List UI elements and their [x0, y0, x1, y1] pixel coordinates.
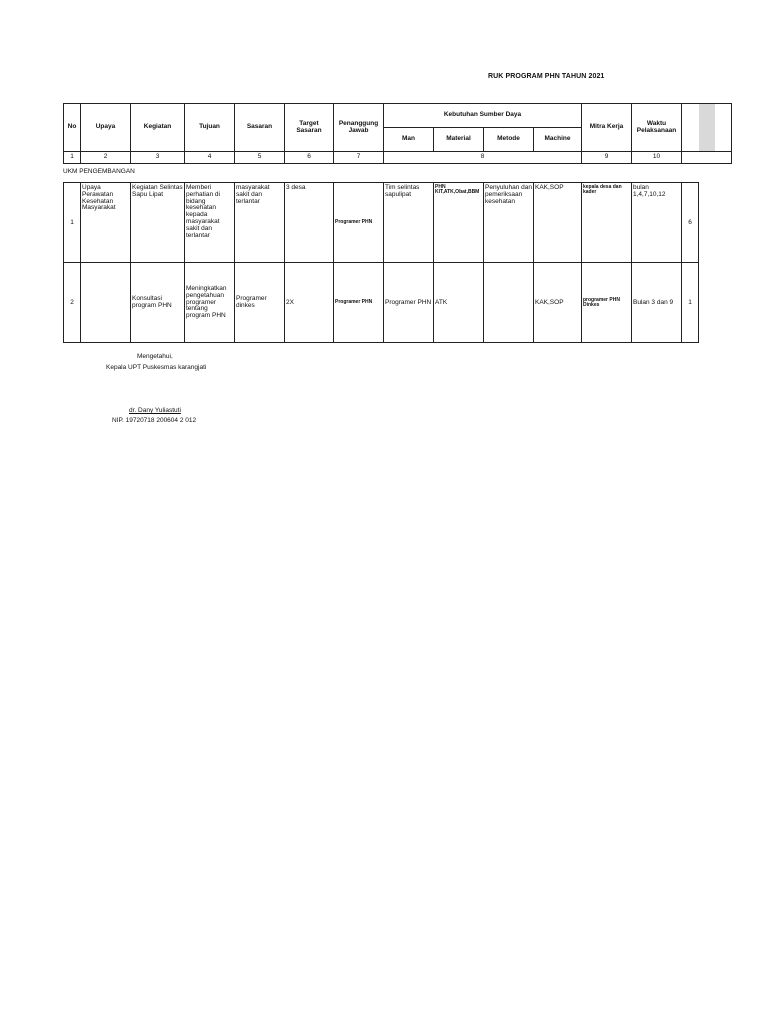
col-number: 4	[185, 152, 235, 164]
cell-man: Tim selintas sapulipat	[384, 183, 434, 263]
header-machine: Machine	[534, 128, 582, 152]
cell-tujuan: Memberi perhatian di bidang kesehatan kepada masyarakat sakit dan terlantar	[185, 183, 235, 263]
program-table	[63, 182, 699, 343]
cell-metode: Penyuluhan dan pemeriksaan kesehatan	[484, 183, 534, 263]
cell-machine: KAK,SOP	[534, 263, 582, 343]
cell-no: 1	[64, 183, 81, 263]
cell-waktu: Bulan 3 dan 9	[632, 263, 682, 343]
cell-target: 2X	[285, 263, 334, 343]
col-number: 3	[131, 152, 185, 164]
header-extra-top	[682, 104, 732, 128]
cell-target: 3 desa	[285, 183, 334, 263]
col-number: 9	[582, 152, 632, 164]
col-number: 2	[81, 152, 131, 164]
header-material: Material	[434, 128, 484, 152]
cell-kegiatan: Konsultasi program PHN	[131, 263, 185, 343]
cell-mitra-kerja: kepala desa dan kader	[582, 183, 632, 263]
cell-upaya	[81, 263, 131, 343]
header-penanggung-jawab: Penanggung Jawab	[334, 104, 384, 152]
header-extra-bottom	[682, 128, 732, 152]
signature-name: dr. Dany Yuliastuti	[129, 407, 181, 414]
header-kebutuhan-sumber-daya: Kebutuhan Sumber Daya	[384, 104, 582, 128]
document-title: RUK PROGRAM PHN TAHUN 2021	[488, 73, 605, 80]
cell-metode	[484, 263, 534, 343]
cell-material: ATK	[434, 263, 484, 343]
col-number: 1	[64, 152, 81, 164]
cell-extra: 6	[682, 183, 699, 263]
table-row	[64, 183, 699, 263]
col-number: 5	[235, 152, 285, 164]
table-row	[64, 263, 699, 343]
header-no: No	[64, 104, 81, 152]
header-sasaran: Sasaran	[235, 104, 285, 152]
col-number: 6	[285, 152, 334, 164]
header-mitra-kerja: Mitra Kerja	[582, 104, 632, 152]
col-number: 7	[334, 152, 384, 164]
cell-waktu: bulan 1,4,7,10,12	[632, 183, 682, 263]
cell-machine: KAK,SOP	[534, 183, 582, 263]
col-number: 8	[384, 152, 582, 164]
header-metode: Metode	[484, 128, 534, 152]
cell-sasaran: masyarakat sakit dan terlantar	[235, 183, 285, 263]
signature-nip: NIP. 19720718 200604 2 012	[112, 417, 197, 424]
cell-penanggung-jawab: Programer PHN	[334, 263, 384, 343]
cell-sasaran: Programer dinkes	[235, 263, 285, 343]
signature-mengetahui: Mengetahui,	[137, 353, 173, 360]
cell-mitra-kerja: programer PHN Dinkes	[582, 263, 632, 343]
cell-tujuan: Meningkatkan pengetahuan programer tentang program PHN	[185, 263, 235, 343]
header-kegiatan: Kegiatan	[131, 104, 185, 152]
header-target-sasaran: Target Sasaran	[285, 104, 334, 152]
cell-penanggung-jawab: Programer PHN	[334, 183, 384, 263]
section-label: UKM PENGEMBANGAN	[63, 168, 135, 175]
cell-extra: 1	[682, 263, 699, 343]
cell-man: Programer PHN	[384, 263, 434, 343]
col-number-extra	[682, 152, 732, 164]
header-table	[63, 103, 749, 164]
cell-upaya: Upaya Perawatan Kesehatan Masyarakat	[81, 183, 131, 263]
cell-material: PHN KIT,ATK,Obat,BBM	[434, 183, 484, 263]
cell-no: 2	[64, 263, 81, 343]
col-number: 10	[632, 152, 682, 164]
signature-position: Kepala UPT Puskesmas karangjati	[106, 364, 207, 371]
cell-kegiatan: Kegiatan Selintas Sapu Lipat	[131, 183, 185, 263]
header-man: Man	[384, 128, 434, 152]
header-upaya: Upaya	[81, 104, 131, 152]
header-waktu-pelaksanaan: Waktu Pelaksanaan	[632, 104, 682, 152]
header-tujuan: Tujuan	[185, 104, 235, 152]
